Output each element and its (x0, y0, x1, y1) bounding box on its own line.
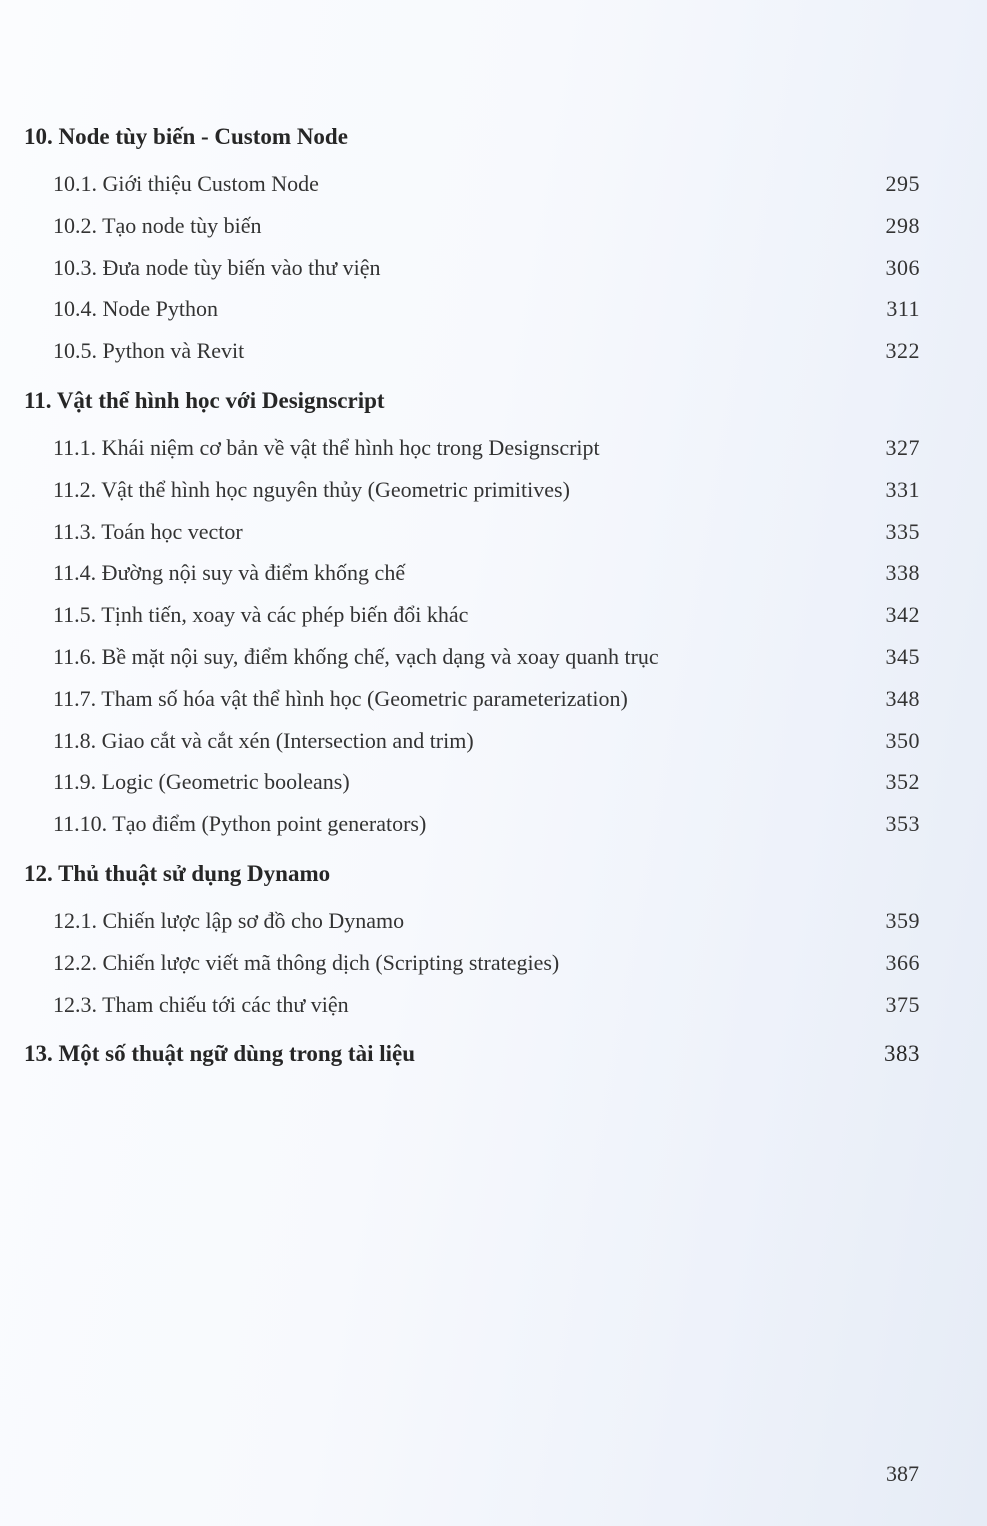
toc-entry (24, 552, 920, 594)
entry-title: 11.2. Vật thể hình học nguyên thủy (Geometric primitives) (53, 476, 570, 502)
entry-title: 11.8. Giao cắt và cắt xén (Intersection and trim) (53, 727, 474, 753)
entry-title: 12.2. Chiến lược viết mã thông dịch (Scripting strategies) (53, 949, 560, 975)
entry-page: 342 (885, 602, 920, 628)
entry-page: 298 (885, 212, 920, 238)
entry-title: 11.1. Khái niệm cơ bản về vật thể hình học trong Designscript (53, 434, 600, 460)
entry-page: 366 (885, 949, 920, 975)
entry-title: 11.6. Bề mặt nội suy, điểm khống chế, vạch dạng và xoay quanh trục (53, 643, 659, 669)
toc-entry (24, 594, 920, 636)
entry-page: 375 (885, 991, 920, 1017)
toc-entry (24, 636, 920, 678)
entry-title: 11.5. Tịnh tiến, xoay và các phép biến đổi khác (53, 602, 469, 628)
entry-page: 359 (885, 907, 920, 933)
entry-title: 11.9. Logic (Geometric booleans) (53, 769, 350, 795)
toc-entry (24, 720, 920, 762)
toc-entry (24, 511, 920, 553)
entry-page: 348 (885, 685, 920, 711)
toc-entry (24, 469, 920, 511)
entry-page: 295 (885, 171, 920, 196)
entry-title: 12.1. Chiến lược lập sơ đồ cho Dynamo (53, 907, 405, 933)
entry-page: 338 (885, 560, 920, 586)
entry-page: 327 (885, 434, 920, 460)
entry-page: 350 (885, 727, 920, 753)
toc-entry (24, 163, 920, 205)
chapter-title: 13. Một số thuật ngữ dùng trong tài liệu (24, 1041, 416, 1067)
entry-title: 11.10. Tạo điểm (Python point generators) (53, 811, 427, 837)
toc-entry (24, 984, 920, 1026)
entry-title: 10.1. Giới thiệu Custom Node (53, 171, 319, 196)
entry-title: 11.7. Tham số hóa vật thể hình học (Geometric parameterization) (53, 685, 628, 711)
toc-entry (24, 803, 920, 845)
entry-title: 11.4. Đường nội suy và điểm khống chế (53, 560, 406, 586)
entry-title: 10.4. Node Python (53, 296, 218, 322)
entry-page: 322 (885, 338, 920, 364)
toc-entry (24, 900, 920, 942)
entry-title: 10.2. Tạo node tùy biến (53, 212, 262, 238)
chapter-heading (24, 855, 920, 893)
toc-entry (24, 678, 920, 720)
toc-entry (24, 761, 920, 803)
entry-title: 12.3. Tham chiếu tới các thư viện (53, 991, 349, 1017)
toc-entry (24, 247, 920, 289)
entry-title: 10.3. Đưa node tùy biến vào thư viện (53, 254, 381, 280)
entry-title: 11.3. Toán học vector (53, 518, 243, 544)
entry-page: 345 (885, 643, 920, 669)
page-number: 387 (886, 1461, 919, 1486)
entry-page: 331 (885, 476, 920, 502)
entry-page: 335 (885, 518, 920, 544)
entry-page: 352 (885, 769, 920, 795)
entry-page: 353 (885, 811, 920, 837)
toc-entry (24, 427, 920, 469)
entry-page: 306 (885, 254, 920, 280)
chapter-title: 11. Vật thể hình học với Designscript (24, 387, 385, 413)
toc-entry (24, 330, 920, 372)
chapter-heading (24, 118, 920, 156)
chapter-heading (24, 1035, 920, 1073)
table-of-contents (24, 118, 920, 1073)
toc-entry (24, 205, 920, 247)
chapter-heading (24, 382, 920, 420)
chapter-title: 10. Node tùy biến - Custom Node (24, 124, 348, 149)
chapter-page: 383 (884, 1041, 920, 1067)
toc-entry (24, 942, 920, 984)
entry-title: 10.5. Python và Revit (53, 338, 245, 364)
chapter-title: 12. Thủ thuật sử dụng Dynamo (24, 860, 331, 886)
toc-entry (24, 288, 920, 330)
entry-page: 311 (886, 296, 920, 322)
